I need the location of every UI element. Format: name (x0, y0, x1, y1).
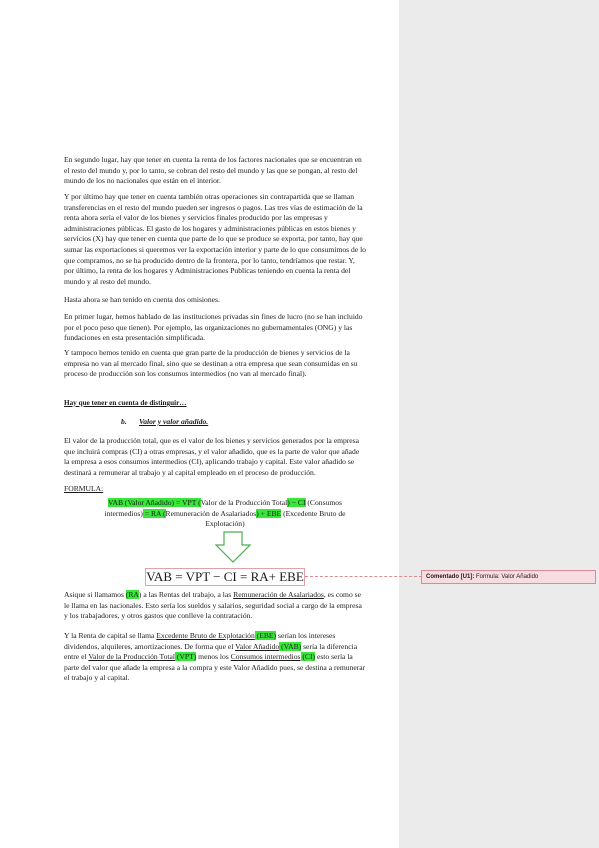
ci-name-term: Consumos intermedios (230, 652, 301, 662)
valor-anadido-term: Valor Añadido (127, 498, 172, 507)
eq-ra-term: = RA ( (142, 508, 166, 518)
paragraph-8-text (64, 631, 366, 684)
p8-part-c: sería la diferencia entre el (64, 641, 358, 662)
p8-part-a: Y la Renta de capital se llama (64, 631, 157, 640)
valor-anadido-name-term: Valor Añadido (235, 641, 280, 651)
comment-text: Formula: Valor Añadido (474, 574, 539, 580)
section-heading-valor (121, 417, 208, 426)
ebe-highlight: (EBE) (254, 631, 277, 640)
plus-ebe-term: ) + EBE (256, 508, 282, 518)
paragraph-1 (64, 155, 366, 187)
vab-term: VAB ( (107, 498, 128, 507)
ci-highlight: (CI) (300, 652, 316, 662)
p7-part-b: ) a las Rentas del trabajo, a las (138, 590, 234, 599)
vpt-name-term: Valor de la Producción Total (88, 652, 175, 662)
paragraph-2-text: Y por último hay que tener en cuenta también otras operaciones sin contrapartida que se llaman transferencias en el resto del mundo pueden ser ingresos o pagos. Las tres vías de estimación de la renta ahora sería el valor de los bienes y servicios finales producido por las empresas y administraciones públicas. El gasto de los hogares y administraciones públicas en estos bienes y servicios (X) hay que tener en cuenta que parte de lo que se produce se exporta, por tanto, hay que sumar las exportaciones si queremos ver la exportación interior y parte de lo que consumimos de lo que compramos, no se ha producido dentro de la frontera, por lo tanto, tendríamos que restar. Y, por último, la renta de los hogares y Administraciones Publicas teniendo en cuenta la renta del mundo y al resto del mundo. (64, 192, 366, 286)
p8-part-d: menos los (196, 652, 231, 662)
vab-highlight: (VAB) (279, 641, 302, 651)
ra-highlight: (RA (125, 590, 139, 599)
eq-vpt-term: ) = VPT ( (171, 498, 201, 507)
heading-title: Valor y valor añadido. (139, 417, 209, 426)
paragraph-7-text (64, 590, 366, 622)
paragraph-4 (64, 312, 366, 344)
paragraph-5 (64, 348, 366, 380)
paragraph-8 (64, 631, 366, 684)
p7-part-a: Asique si llamamos (64, 590, 126, 599)
heading-number: b. (121, 417, 127, 426)
minus-ci-term: ) − CI (287, 498, 306, 507)
remuneracion-asalariados-term: Remuneración de Asalariados (233, 590, 324, 599)
comment-connector-line (305, 576, 422, 577)
paragraph-6 (64, 436, 366, 478)
p7-part-c: , es como se le llama en las nacionales. Esto sería los sueldos y salarios, seguridad social a cargo de la empresa y los trabajadores, y otros gastos que conlleve la contratación. (64, 590, 362, 621)
ra-text: Remuneración de Asalariados (165, 508, 257, 518)
paragraph-2 (64, 192, 366, 287)
paragraph-4-text: En primer lugar, hemos hablado de las instituciones privadas sin fines de lucro (no se han incluido por el poco peso que tienen). Por ejemplo, las organizaciones no gubernamentales (ONG) y las fundaciones en esta presentación simplificada. (64, 312, 363, 343)
formula-label: FORMULA: (64, 484, 104, 493)
formula-summary[interactable]: VAB = VPT − CI = RA+ EBE (146, 569, 304, 584)
paragraph-5-text: Y tampoco hemos tenido en cuenta que gran parte de la producción de bienes y servicios de la empresa no van al mercado final, sino que se destinan a otra empresa que sean consumidas en su proceso de producción son los consumos intermedios (no van al mercado final). (64, 348, 358, 379)
p8-part-b: serían los intereses dividendos, alquileres, amortizaciones. De forma que el (64, 631, 336, 651)
p8-part-e: esto sería la parte del valor que añade la empresa a la compra y este Valor Añadido pues, se destina a remunerar el trabajo y al capital. (64, 652, 366, 683)
down-arrow-icon (215, 531, 251, 563)
section-heading-distinguir: Hay que tener en cuenta de distinguir… (64, 399, 187, 407)
ebe-text: (Excedente Bruto de Explotación) (205, 508, 346, 529)
paragraph-3 (64, 295, 366, 306)
formula-definition (92, 498, 358, 530)
comment-balloon[interactable] (421, 570, 596, 584)
paragraph-6-text: El valor de la producción total, que es el valor de los bienes y servicios generados por la empresa que incluirá compras (CI) a otras empresas, y el valor añadido, que es la parte de valor que añade la empresa a esos consumos intermedios (CI), aplicando trabajo y capital. Este valor añadido se destinará a remunerar al trabajo y al capital empleado en el proceso de producción. (64, 436, 360, 477)
comments-margin (399, 0, 599, 848)
vpt-text: Valor de la Producción Total (200, 498, 288, 507)
ci-text: (Consumos intermedios) (104, 498, 343, 518)
ebe-name-term: Excedente Bruto de Explotación (156, 631, 255, 640)
paragraph-7 (64, 590, 366, 622)
paragraph-3-text: Hasta ahora se han tenido en cuenta dos omisiones. (64, 295, 220, 304)
paragraph-1-text: En segundo lugar, hay que tener en cuenta la renta de los factores nacionales que se encuentran en el resto del mundo y, por lo tanto, se cobran del resto del mundo y las que se pongan, al resto del mundo de los no nacionales que están en el interior. (64, 155, 362, 186)
comment-author: Comentado [U1]: (426, 574, 475, 580)
vpt-highlight: (VPT) (174, 652, 197, 662)
